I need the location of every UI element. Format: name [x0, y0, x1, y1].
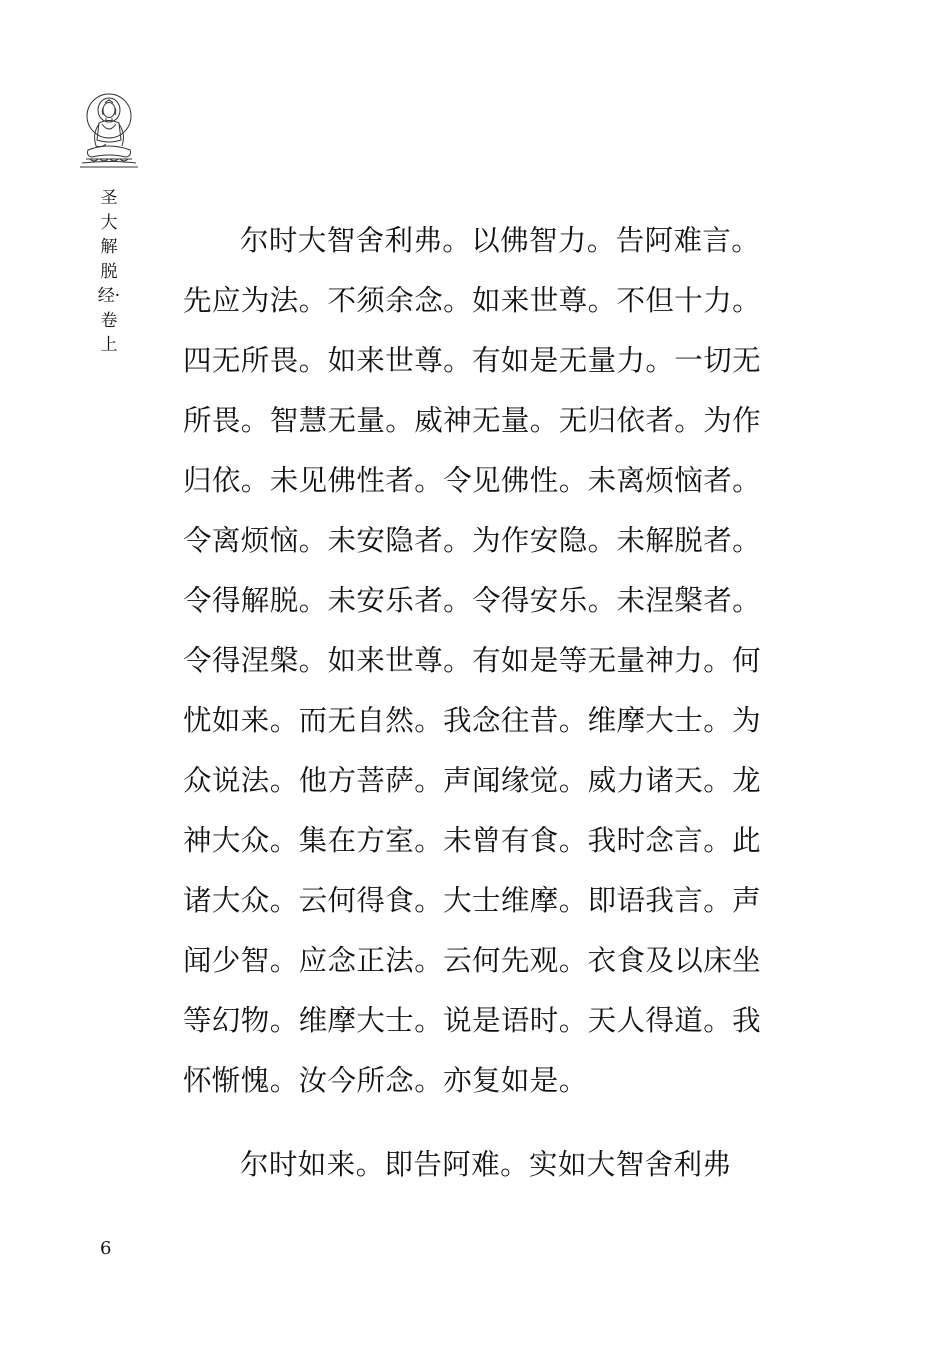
paragraph: 尔时如来。即告阿难。实如大智舍利弗 — [240, 1148, 732, 1181]
seated-buddha-icon — [76, 90, 142, 168]
paragraph: 尔时大智舍利弗。以佛智力。告阿难言。先应为法。不须余念。如来世尊。不但十力。四无所畏。如来世尊。有如是无量力。一切无所畏。智慧无量。威神无量。无归依者。为作归依。未见佛性者。令见佛性。未离烦恼者。令离烦恼。未安隐者。为作安隐。未解脱者。令得解脱。未安乐者。令得安乐。未涅槃者。令得涅槃。如来世尊。有如是等无量神力。何忧如来。而无自然。我念往昔。维摩大士。为众说法。他方菩萨。声闻缘觉。威力诸天。龙神大众。集在方室。未曾有食。我时念言。此诸大众。云何得食。大士维摩。即语我言。声闻少智。应念正法。云何先观。衣食及以床坐等幻物。维摩大士。说是语时。天人得道。我怀惭愧。汝今所念。亦复如是。 — [183, 224, 762, 1097]
page-number: 6 — [100, 1238, 112, 1259]
body-text — [183, 211, 763, 1195]
running-title: 圣大解脱经·卷上 — [97, 188, 121, 355]
